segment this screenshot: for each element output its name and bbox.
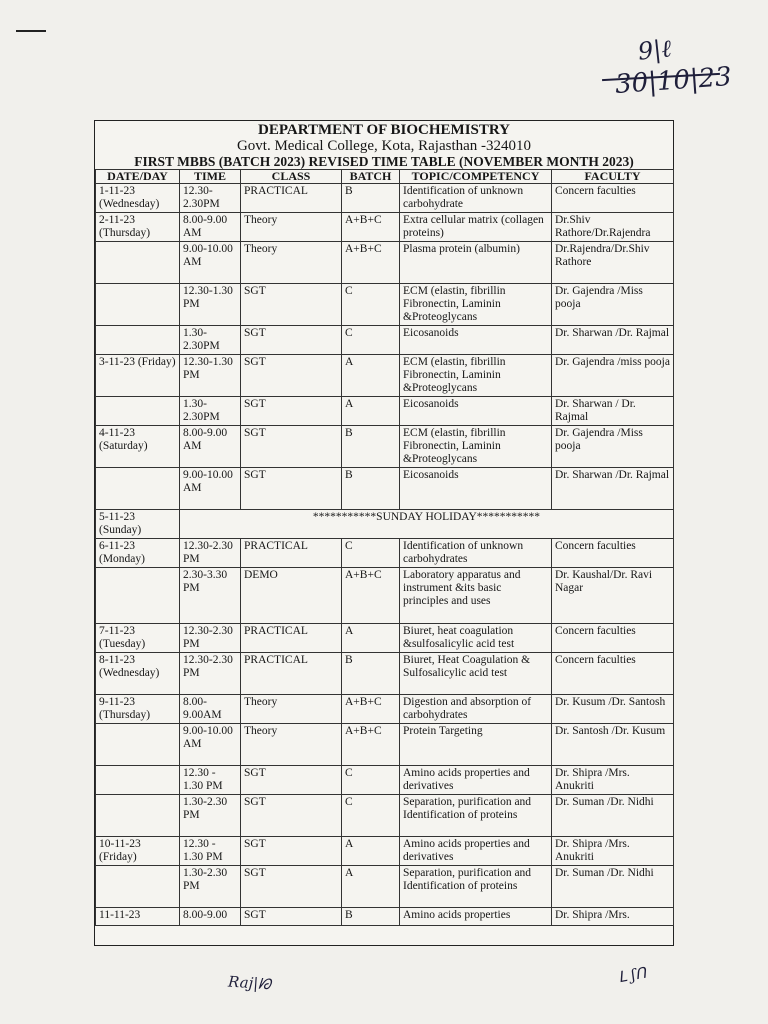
table-row (96, 396, 674, 425)
cell-date-day: 1-11-23 (Wednesday) (96, 183, 180, 212)
table-row (96, 354, 674, 396)
table-row (96, 325, 674, 354)
cell-class: SGT (241, 765, 342, 794)
table-row (96, 865, 674, 907)
cell-batch: A+B+C (342, 241, 400, 283)
cell-time: 2.30-3.30 PM (180, 567, 241, 623)
cell-holiday: ***********SUNDAY HOLIDAY*********** (180, 509, 674, 538)
cell-batch: A (342, 836, 400, 865)
cell-faculty: Concern faculties (552, 623, 674, 652)
margin-dash (16, 30, 46, 32)
cell-time: 12.30-2.30 PM (180, 623, 241, 652)
cell-date-day: 3-11-23 (Friday) (96, 354, 180, 396)
table-row (96, 509, 674, 538)
cell-time: 8.00-9.00AM (180, 694, 241, 723)
cell-class: Theory (241, 723, 342, 765)
cell-class: SGT (241, 425, 342, 467)
cell-batch: A+B+C (342, 694, 400, 723)
cell-date-day (96, 325, 180, 354)
table-row (96, 212, 674, 241)
cell-date-day (96, 467, 180, 509)
cell-topic: Separation, purification and Identification of proteins (400, 794, 552, 836)
cell-batch: B (342, 907, 400, 925)
cell-time: 1.30-2.30 PM (180, 794, 241, 836)
cell-class: Theory (241, 212, 342, 241)
cell-date-day (96, 794, 180, 836)
cell-faculty: Dr. Gajendra /Miss pooja (552, 283, 674, 325)
col-header-time: TIME (180, 169, 241, 183)
table-row (96, 765, 674, 794)
cell-batch: C (342, 765, 400, 794)
table-row (96, 836, 674, 865)
cell-faculty: Dr. Gajendra /miss pooja (552, 354, 674, 396)
cell-time: 8.00-9.00 AM (180, 425, 241, 467)
cell-class: SGT (241, 325, 342, 354)
cell-faculty: Concern faculties (552, 538, 674, 567)
cell-topic: Biuret, Heat Coagulation & Sulfosalicylic acid test (400, 652, 552, 694)
signature-right: ᒪ ʃᑎ (616, 963, 648, 987)
cell-batch: B (342, 425, 400, 467)
cell-faculty: Dr.Shiv Rathore/Dr.Rajendra (552, 212, 674, 241)
cell-faculty: Dr. Shipra /Mrs. Anukriti (552, 836, 674, 865)
cell-date-day: 11-11-23 (96, 907, 180, 925)
cell-date-day (96, 865, 180, 907)
cell-date-day (96, 567, 180, 623)
cell-time: 12.30-2.30 PM (180, 652, 241, 694)
col-header-topic: TOPIC/COMPETENCY (400, 169, 552, 183)
cell-date-day: 8-11-23 (Wednesday) (96, 652, 180, 694)
col-header-date: DATE/DAY (96, 169, 180, 183)
table-row (96, 623, 674, 652)
cell-faculty: Dr. Santosh /Dr. Kusum (552, 723, 674, 765)
cell-faculty: Dr.Rajendra/Dr.Shiv Rathore (552, 241, 674, 283)
cell-faculty: Dr. Suman /Dr. Nidhi (552, 865, 674, 907)
cell-time: 8.00-9.00 (180, 907, 241, 925)
cell-time: 12.30-1.30 PM (180, 283, 241, 325)
timetable-sheet (94, 120, 674, 946)
cell-batch: A (342, 865, 400, 907)
cell-date-day: 2-11-23 (Thursday) (96, 212, 180, 241)
cell-class: SGT (241, 354, 342, 396)
cell-time: 9.00-10.00 AM (180, 241, 241, 283)
table-row (96, 283, 674, 325)
cell-topic: Digestion and absorption of carbohydrates (400, 694, 552, 723)
cell-time: 12.30 - 1.30 PM (180, 765, 241, 794)
cell-batch: B (342, 183, 400, 212)
cell-class: SGT (241, 907, 342, 925)
sheet-header (95, 121, 673, 169)
cell-class: PRACTICAL (241, 623, 342, 652)
cell-date-day (96, 241, 180, 283)
cell-time: 12.30-2.30 PM (180, 538, 241, 567)
cell-class: PRACTICAL (241, 538, 342, 567)
cell-time: 1.30-2.30PM (180, 325, 241, 354)
cell-topic: Biuret, heat coagulation &sulfosalicylic acid test (400, 623, 552, 652)
cell-class: PRACTICAL (241, 183, 342, 212)
table-row (96, 723, 674, 765)
cell-batch: A+B+C (342, 567, 400, 623)
timetable (95, 169, 674, 926)
cell-time: 1.30-2.30PM (180, 396, 241, 425)
cell-date-day: 9-11-23 (Thursday) (96, 694, 180, 723)
cell-class: Theory (241, 241, 342, 283)
cell-date-day (96, 283, 180, 325)
timetable-body (96, 183, 674, 925)
cell-faculty: Dr. Gajendra /Miss pooja (552, 425, 674, 467)
table-row (96, 467, 674, 509)
cell-time: 9.00-10.00 AM (180, 723, 241, 765)
cell-topic: Identification of unknown carbohydrates (400, 538, 552, 567)
cell-class: PRACTICAL (241, 652, 342, 694)
cell-time: 8.00-9.00 AM (180, 212, 241, 241)
cell-faculty: Dr. Shipra /Mrs. (552, 907, 674, 925)
cell-topic: Extra cellular matrix (collagen proteins) (400, 212, 552, 241)
handwritten-note-top: 9|ℓ (636, 34, 673, 66)
cell-topic: Identification of unknown carbohydrate (400, 183, 552, 212)
cell-faculty: Dr. Kaushal/Dr. Ravi Nagar (552, 567, 674, 623)
cell-date-day: 5-11-23 (Sunday) (96, 509, 180, 538)
department-title: DEPARTMENT OF BIOCHEMISTRY (257, 122, 511, 138)
cell-date-day (96, 396, 180, 425)
cell-faculty: Dr. Kusum /Dr. Santosh (552, 694, 674, 723)
cell-faculty: Dr. Sharwan /Dr. Rajmal (552, 467, 674, 509)
table-row (96, 425, 674, 467)
cell-date-day: 10-11-23 (Friday) (96, 836, 180, 865)
handwritten-date: 30|10|23 (614, 61, 733, 101)
col-header-batch: BATCH (342, 169, 400, 183)
cell-class: DEMO (241, 567, 342, 623)
col-header-class: CLASS (241, 169, 342, 183)
cell-batch: A+B+C (342, 723, 400, 765)
cell-topic: ECM (elastin, fibrillin Fibronectin, Laminin &Proteoglycans (400, 354, 552, 396)
cell-batch: B (342, 467, 400, 509)
cell-batch: C (342, 538, 400, 567)
cell-time: 12.30 - 1.30 PM (180, 836, 241, 865)
cell-class: Theory (241, 694, 342, 723)
cell-topic: Separation, purification and Identification of proteins (400, 865, 552, 907)
cell-faculty: Concern faculties (552, 652, 674, 694)
signature-left: Raj|ᘗ (227, 972, 272, 994)
table-row (96, 794, 674, 836)
cell-topic: Eicosanoids (400, 396, 552, 425)
cell-date-day (96, 723, 180, 765)
timetable-title: FIRST MBBS (BATCH 2023) REVISED TIME TABLE (NOVEMBER MONTH 2023) (134, 153, 634, 169)
cell-time: 12.30-1.30 PM (180, 354, 241, 396)
cell-topic: Laboratory apparatus and instrument &its basic principles and uses (400, 567, 552, 623)
table-row (96, 183, 674, 212)
cell-topic: Amino acids properties and derivatives (400, 765, 552, 794)
cell-time: 12.30-2.30PM (180, 183, 241, 212)
table-row (96, 567, 674, 623)
cell-batch: A (342, 396, 400, 425)
college-address: Govt. Medical College, Kota, Rajasthan -324010 (236, 137, 532, 154)
col-header-faculty: FACULTY (552, 169, 674, 183)
cell-topic: Plasma protein (albumin) (400, 241, 552, 283)
cell-batch: C (342, 794, 400, 836)
cell-faculty: Dr. Sharwan /Dr. Rajmal (552, 325, 674, 354)
cell-time: 9.00-10.00 AM (180, 467, 241, 509)
table-row (96, 652, 674, 694)
cell-date-day: 7-11-23 (Tuesday) (96, 623, 180, 652)
cell-date-day: 6-11-23 (Monday) (96, 538, 180, 567)
cell-class: SGT (241, 283, 342, 325)
table-row (96, 241, 674, 283)
cell-date-day: 4-11-23 (Saturday) (96, 425, 180, 467)
cell-topic: Amino acids properties (400, 907, 552, 925)
table-row (96, 907, 674, 925)
cell-batch: A (342, 354, 400, 396)
cell-class: SGT (241, 836, 342, 865)
table-row (96, 694, 674, 723)
cell-class: SGT (241, 467, 342, 509)
cell-batch: B (342, 652, 400, 694)
cell-class: SGT (241, 865, 342, 907)
cell-batch: C (342, 283, 400, 325)
cell-class: SGT (241, 396, 342, 425)
cell-batch: A (342, 623, 400, 652)
cell-topic: ECM (elastin, fibrillin Fibronectin, Laminin &Proteoglycans (400, 425, 552, 467)
table-header-row (96, 169, 674, 183)
table-row (96, 538, 674, 567)
cell-topic: Eicosanoids (400, 467, 552, 509)
cell-topic: Protein Targeting (400, 723, 552, 765)
cell-class: SGT (241, 794, 342, 836)
cell-faculty: Dr. Sharwan / Dr. Rajmal (552, 396, 674, 425)
cell-faculty: Concern faculties (552, 183, 674, 212)
cell-faculty: Dr. Suman /Dr. Nidhi (552, 794, 674, 836)
cell-batch: C (342, 325, 400, 354)
cell-date-day (96, 765, 180, 794)
cell-faculty: Dr. Shipra /Mrs. Anukriti (552, 765, 674, 794)
cell-topic: Eicosanoids (400, 325, 552, 354)
cell-topic: ECM (elastin, fibrillin Fibronectin, Laminin &Proteoglycans (400, 283, 552, 325)
cell-batch: A+B+C (342, 212, 400, 241)
cell-time: 1.30-2.30 PM (180, 865, 241, 907)
cell-topic: Amino acids properties and derivatives (400, 836, 552, 865)
